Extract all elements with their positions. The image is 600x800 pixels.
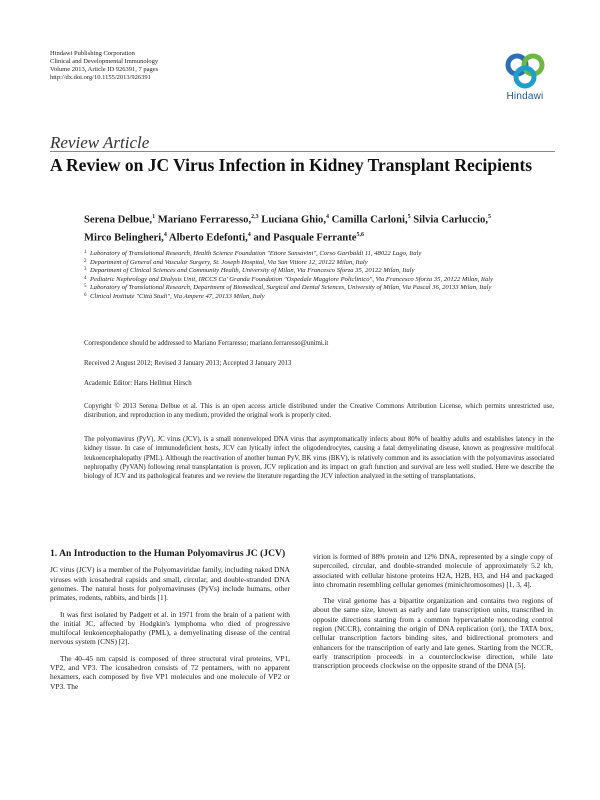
received-dates: Received 2 August 2012; Revised 3 January 2013; Accepted 3 January 2013	[84, 360, 292, 367]
author-name: Serena Delbue,	[84, 214, 153, 226]
journal-name: Clinical and Developmental Immunology	[50, 58, 159, 65]
affiliation-marker: 1	[84, 250, 87, 255]
publisher-name: Hindawi Publishing Corporation	[50, 50, 135, 57]
volume-info: Volume 2013, Article ID 926391, 7 pages	[50, 66, 159, 73]
author-name: Mariano Ferraresso,	[157, 214, 252, 226]
affiliation-text: Department of General and Vascular Surgery, St. Joseph Hospital, Via San Vittore 12, 20122 Milan, Italy	[90, 258, 368, 266]
section-heading: 1. An Introduction to the Human Polyomavirus JC (JCV)	[50, 548, 286, 559]
author-affiliation-marker: 5	[488, 214, 491, 220]
affiliation-marker: 2	[84, 258, 87, 264]
author-list	[84, 210, 564, 245]
title-divider	[50, 151, 555, 152]
affiliation-text: Pediatric Nephrology and Dialysis Unit, IRCCS Ca' Granda Foundation "Ospedale Maggiore Policlinico", Via Francesco Sforza 35, 20122 Milan, Italy	[90, 275, 494, 283]
affiliation-item	[84, 284, 554, 293]
affiliation-text: Department of Clinical Sciences and Community Health, University of Milan, Via Francesco Sforza 35, 20122 Milan, Italy	[90, 267, 415, 275]
body-paragraph: The 40–45 nm capsid is composed of three structural viral proteins, VP1, VP2, and VP3. The icosahedron consists of 72 pentamers, with no apparent hexamers, each composed by five VP1 molecules and one molecule of VP2 or VP3. The	[50, 653, 290, 691]
affiliation-item	[84, 267, 554, 276]
body-paragraph: virion is formed of 88% protein and 12% DNA, represented by a single copy of supercoiled, circular, and double-stranded molecule of approximately 5.2 kb, associated with cellular histone proteins H2A, H2B, H3, and H4 and packaged into chromatin resembling cellular genomes (minichromosomes) [1, 3, 4].	[313, 552, 553, 589]
affiliation-item	[84, 259, 554, 268]
author-affiliation-marker: 5	[407, 214, 411, 220]
author-affiliation-marker: 5,6	[356, 231, 364, 238]
affiliation-marker: 3	[84, 267, 87, 273]
article-title: A Review on JC Virus Infection in Kidney Transplant Recipients	[50, 155, 533, 175]
article-type: Review Article	[50, 133, 150, 152]
author-name: Mirco Belingheri,	[84, 232, 164, 244]
author-name: Alberto Edefonti,	[168, 232, 248, 244]
body-paragraph: It was first isolated by Padgett et al. in 1971 from the brain of a patient with the initial JC, affected by Hodgkin's lymphoma who died of progressive multifocal leukoencephalopathy (PML), a demyelinating disease of the central nervous system (CNS) [2].	[50, 609, 290, 647]
author-affiliation-marker: 4	[326, 214, 330, 220]
body-column-right	[313, 552, 553, 671]
author-affiliation-marker: 2,3	[251, 214, 259, 220]
doi-link[interactable]: http://dx.doi.org/10.1155/2013/926391	[50, 74, 151, 81]
hindawi-logo-text: Hindawi	[506, 91, 544, 102]
body-column-left	[50, 548, 290, 691]
affiliation-marker: 5	[84, 284, 87, 290]
author-affiliation-marker: 4	[163, 231, 167, 238]
body-paragraph: JC virus (JCV) is a member of the Polyomaviridae family, including naked DNA viruses with icosahedral capsids and small, circular, and double-stranded DNA genomes. The natural hosts for polyomaviruses (PyVs) include humans, other primates, rodents, rabbits, and birds [1].	[50, 565, 290, 603]
author-name: and Pasquale Ferrante	[253, 232, 357, 244]
copyright-notice: Copyright © 2013 Serena Delbue et al. This is an open access article distributed under the Creative Commons Attribution License, which permits unrestricted use, distribution, and reproduction in any medium, provided the original work is properly cited.	[84, 403, 554, 419]
author-affiliation-marker: 4	[247, 231, 251, 238]
abstract: The polyomavirus (PyV), JC virus (JCV), is a small nonenveloped DNA virus that asymptomatically infects about 80% of healthy adults and establishes latency in the kidney tissue. In case of immunodeficient hosts, JCV can lytically infect the oligodendrocytes, causing a fatal demyelinating disease, known as progressive multifocal leukoencephalopathy (PML). Although the reactivation of another human PyV, BK virus (BKV), is relatively common and its association with the polyomavirus associated nephropathy (PyVAN) following renal transplantation is proven, JCV replication and its impact on graft function and survival are less well studied. Here we describe the biology of JCV and its pathological features and we review the literature regarding the JCV infection analyzed in the setting of transplantations.	[84, 436, 554, 481]
affiliation-item	[84, 276, 554, 285]
author-affiliation-marker: 1	[152, 214, 156, 220]
author-name: Silvia Carluccio,	[413, 214, 488, 226]
affiliation-item	[84, 293, 554, 302]
affiliation-text: Laboratory of Translational Research, Department of Biomedical, Surgical and Dental Sciences, University of Milan, Via Pascal 36, 20133 Milan, Italy	[90, 284, 492, 292]
correspondence-line: Correspondence should be addressed to Mariano Ferraresso; mariano.ferraresso@unimi.it	[84, 340, 329, 347]
affiliation-list	[84, 250, 554, 302]
academic-editor: Academic Editor: Hans Hellmut Hirsch	[84, 380, 192, 387]
affiliation-text: Clinical Institute "Città Studi", Via Ampere 47, 20133 Milan, Italy	[90, 292, 265, 300]
author-name: Luciana Ghio,	[261, 214, 327, 226]
affiliation-text: Laboratory of Translational Research, Health Science Foundation "Ettore Sansavini", Corso Garibaldi 11, 48022 Lugo, Italy	[90, 250, 422, 257]
author-name: Camilla Carloni,	[331, 214, 408, 226]
affiliation-item	[84, 250, 554, 259]
body-paragraph: The viral genome has a bipartite organization and contains two regions of about the same size, known as early and late transcription units, transcribed in opposite directions starting from a common hypervariable noncoding control region (NCCR), containing the origin of DNA replication (ori), the TATA box, cellular transcription factors binding sites, and bidirectional promoters and enhancers for the transcription of early and late genes. Starting from the NCCR, early transcription proceeds in a counterclockwise direction, while late transcription proceeds clockwise on the opposite strand of the DNA [5].	[313, 596, 553, 671]
publisher-info	[50, 50, 158, 82]
affiliation-marker: 4	[84, 275, 87, 281]
affiliation-marker: 6	[84, 292, 87, 298]
